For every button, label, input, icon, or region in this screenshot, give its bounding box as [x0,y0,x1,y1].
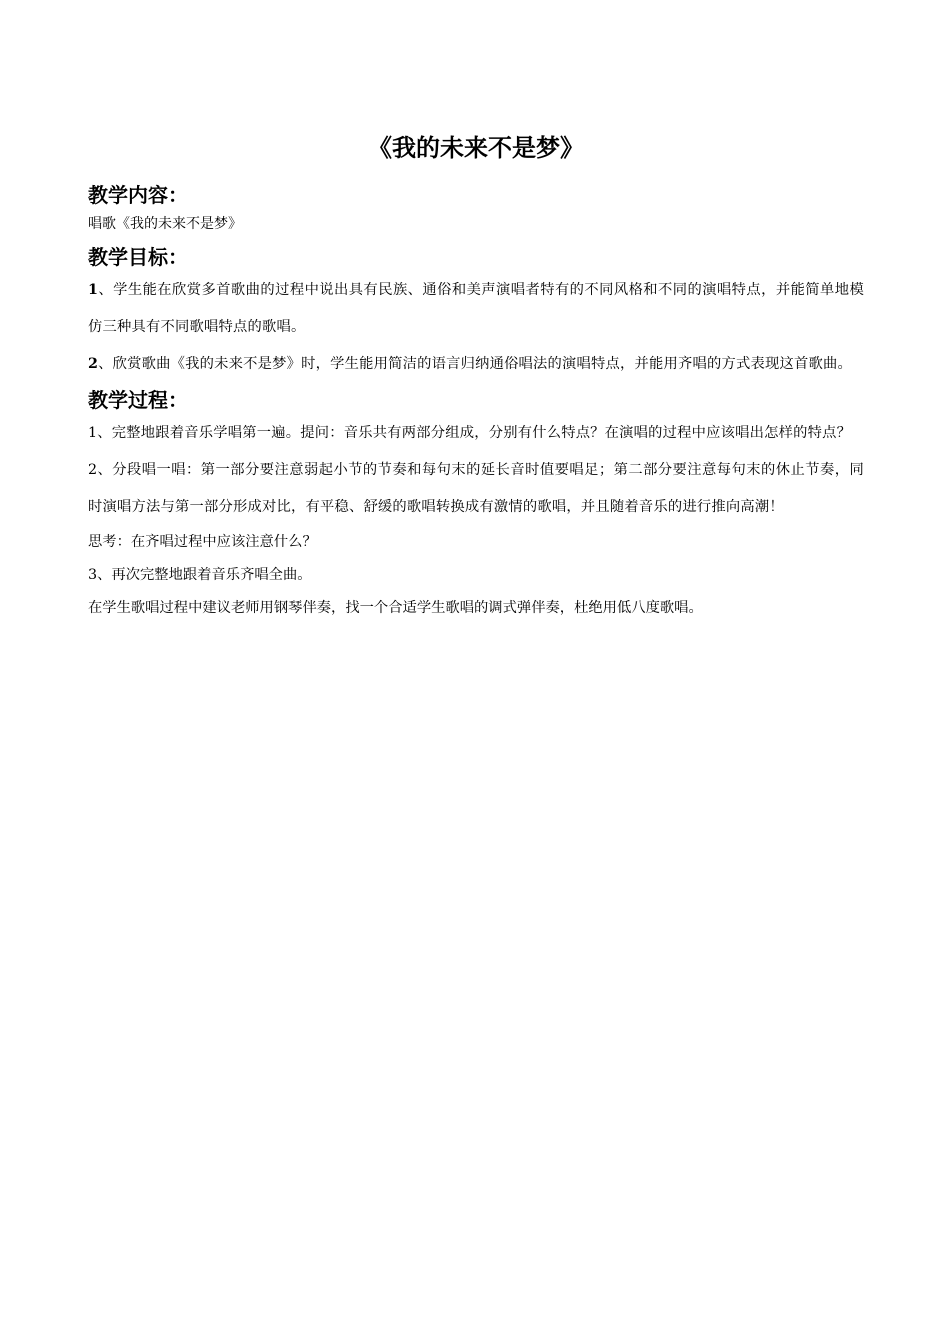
process-reflection: 思考：在齐唱过程中应该注意什么？ [88,534,317,550]
document-page [88,130,864,625]
goal-item-2 [88,346,864,383]
section-heading-goals: 教学目标： [88,245,188,269]
document-title: 《我的未来不是梦》 [368,134,584,162]
process-step-3: 3、再次完整地跟着音乐齐唱全曲。 [88,567,312,583]
goal-item-1 [88,272,864,346]
content-text: 唱歌《我的未来不是梦》 [88,216,242,232]
goal-number-2: 2 [88,356,99,372]
goal-text-2: 、欣赏歌曲《我的未来不是梦》时，学生能用简洁的语言归纳通俗唱法的演唱特点，并能用齐唱的方式表现这首歌曲。 [98,356,852,372]
goal-text-1: 、学生能在欣赏多首歌曲的过程中说出具有民族、通俗和美声演唱者特有的不同风格和不同的演唱特点，并能简单地模仿三种具有不同歌唱特点的歌唱。 [88,282,864,335]
process-step-1: 1、完整地跟着音乐学唱第一遍。提问：音乐共有两部分组成，分别有什么特点？在演唱的过程中应该唱出怎样的特点？ [88,425,852,441]
section-heading-process: 教学过程： [88,388,188,412]
goal-number-1: 1 [88,282,99,298]
process-step-2: 2、分段唱一唱：第一部分要注意弱起小节的节奏和每句末的延长音时值要唱足；第二部分要注意每句末的休止节奏，同时演唱方法与第一部分形成对比，有平稳、舒缓的歌唱转换成有激情的歌唱，并且随着音乐的进行推向高潮！ [88,462,864,515]
process-teacher-note: 在学生歌唱过程中建议老师用钢琴伴奏，找一个合适学生歌唱的调式弹伴奏，杜绝用低八度歌唱。 [88,600,703,616]
section-teaching-goals [88,242,864,383]
section-teaching-process [88,385,864,625]
section-teaching-content [88,180,864,238]
section-heading-content: 教学内容： [88,183,188,207]
